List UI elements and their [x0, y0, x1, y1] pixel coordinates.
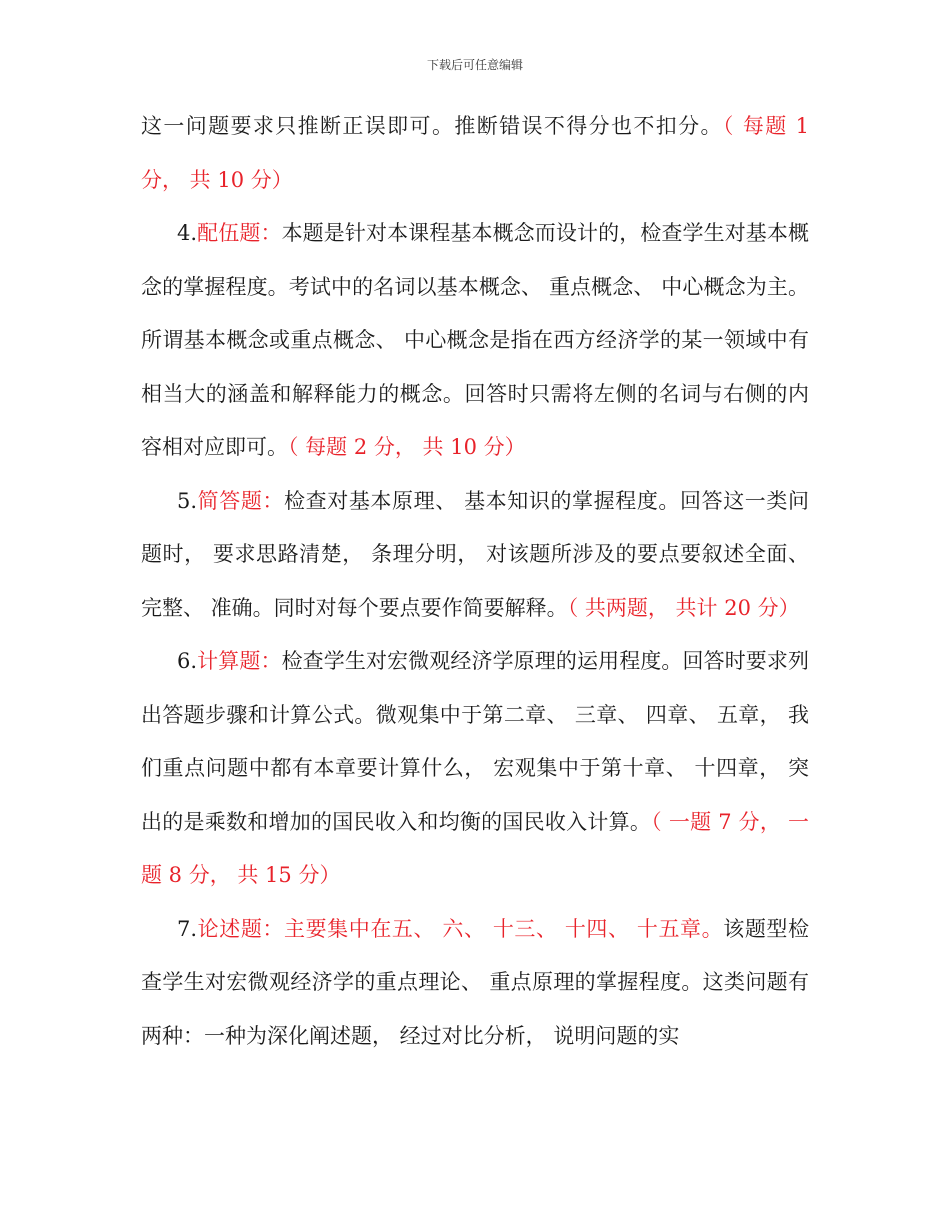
score-note: （ 每题 2 分， 共 10 分）: [288, 435, 526, 459]
paragraph-text: 本题是针对本课程基本概念而设计的，检查学生对基本概念的掌握程度。考试中的名词以基本概念、 重点概念、 中心概念为主。所谓基本概念或重点概念、 中心概念是指在西方经济学的某一领域中有相当大的涵盖和解释能力的概念。回答时只需将左侧的名词与右侧的内容相对应即可。: [141, 221, 810, 459]
question-type-label: 配伍题：: [197, 221, 282, 245]
paragraph-short-answer: [141, 475, 809, 636]
score-note: （ 一题 7 分， 一题 8 分， 共 15 分）: [141, 809, 810, 887]
item-number: 6.: [177, 649, 198, 673]
question-type-label: 论述题：主要集中在五、 六、 十三、 十四、 十五章。: [197, 916, 724, 941]
paragraph-text: 这一问题要求只推断正误即可。推断错误不得分也不扣分。: [141, 114, 723, 138]
item-number: 5.: [177, 488, 198, 513]
page-header: 下载后可任意编辑: [426, 58, 523, 72]
paragraph-judgement-note: [141, 100, 809, 207]
document-body: [141, 100, 809, 1063]
score-note: （ 每题 1 分， 共 10 分）: [141, 114, 810, 192]
paragraph-essay: [141, 903, 809, 1064]
paragraph-matching-question: [141, 207, 809, 475]
question-type-label: 简答题：: [197, 488, 285, 513]
score-note: （ 共两题， 共计 20 分）: [567, 595, 800, 620]
paragraph-text: 检查对基本原理、 基本知识的掌握程度。回答这一类问题时， 要求思路清楚， 条理分明， 对该题所涉及的要点要叙述全面、 完整、 准确。同时对每个要点要作简要解释。: [141, 488, 809, 620]
question-type-label: 计算题：: [197, 649, 282, 673]
item-number: 7.: [177, 916, 198, 941]
paragraph-calculation: [141, 635, 809, 903]
item-number: 4.: [177, 221, 198, 245]
paragraph-text: 该题型检查学生对宏微观经济学的重点理论、 重点原理的掌握程度。这类问题有两种：一种为深化阐述题， 经过对比分析， 说明问题的实: [141, 916, 810, 1048]
paragraph-text: 检查学生对宏微观经济学原理的运用程度。回答时要求列出答题步骤和计算公式。微观集中于第二章、 三章、 四章、 五章， 我们重点问题中都有本章要计算什么， 宏观集中于第十章、 十四章， 突出的是乘数和增加的国民收入和均衡的国民收入计算。: [141, 649, 810, 834]
